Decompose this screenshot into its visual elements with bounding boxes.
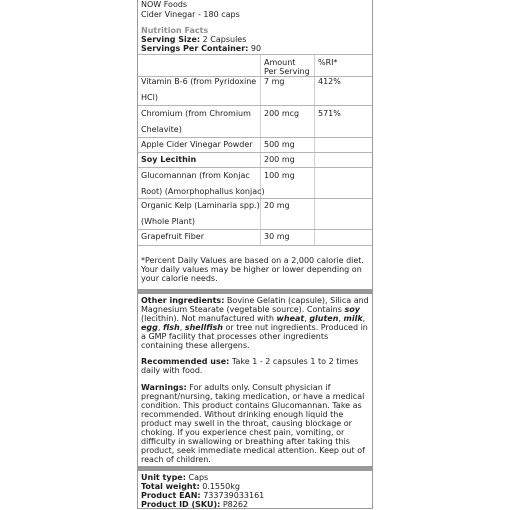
ingredients-text: or tree nut ingredients. Produced in a GMP facility that processes other ingredients containing these allergens.: [141, 323, 368, 350]
allergen-egg: egg: [141, 323, 158, 332]
allergen-gluten: gluten: [309, 314, 339, 323]
product-sku-value: P8262: [222, 500, 249, 509]
brand-name: NOW Foods: [141, 0, 188, 9]
other-ingredients-label: Other ingredients:: [141, 296, 225, 305]
unit-type-value: Caps: [188, 473, 209, 482]
thick-divider: [138, 289, 372, 294]
column-divider: [314, 55, 315, 245]
product-ean: [141, 491, 264, 500]
unit-type-label: Unit type:: [141, 473, 186, 482]
nutrient-amount: 30 mg: [264, 232, 290, 241]
nutrient-amount: 500 mg: [264, 140, 295, 149]
product-ean-value: 733739033161: [203, 491, 265, 500]
allergen-milk: milk: [343, 314, 363, 323]
servings-per-container-label: Servings Per Container:: [141, 44, 249, 53]
warnings: [141, 383, 369, 464]
nutrient-name: Organic Kelp (Laminaria spp.): [141, 201, 260, 210]
nutrient-amount: 200 mcg: [264, 109, 300, 118]
allergen-shellfish: shellfish: [184, 323, 223, 332]
product-ean-label: Product EAN:: [141, 491, 201, 500]
nutrition-label-panel: [137, 0, 373, 509]
nutrient-ri: 412%: [318, 77, 341, 86]
product-sku-label: Product ID (SKU):: [141, 500, 221, 509]
separator: ,: [304, 314, 310, 323]
recommended-use-label: Recommended use:: [141, 357, 230, 366]
nutrient-amount: 20 mg: [264, 201, 290, 210]
footnote-line: *Percent Daily Values are based on a 2,000 calorie diet.: [141, 256, 364, 265]
warnings-text: For adults only. Consult physician if pregnant/nursing, taking medication, or have a medical condition. This product contains Glucomannan. Take as recommended. Without drinking enough liquid the product may swell in the throat, causing blockage or choking. If you experience chest pain, vomiting, or difficulty in swallowing or breathing after taking this product, seek immediate medical attention. Keep out of reach of children.: [141, 383, 365, 464]
serving-size: [141, 35, 246, 44]
ri-header: %RI*: [318, 58, 338, 67]
nutrient-name-cont: HCl): [141, 93, 158, 102]
total-weight-value: 0.1550kg: [202, 482, 240, 491]
ingredients-text: (lecithin). Not manufactured with: [141, 314, 277, 323]
product-name: Cider Vinegar - 180 caps: [141, 10, 240, 19]
nutrient-name-cont: (Whole Plant): [141, 217, 195, 226]
divider: [138, 245, 372, 246]
nutrient-amount: 7 mg: [264, 77, 285, 86]
recommended-use: [141, 357, 369, 375]
servings-per-container-value: 90: [250, 44, 262, 53]
footnote-line: Your daily values may be higher or lower depending on: [141, 265, 362, 274]
separator: ,: [338, 314, 344, 323]
product-sku: [141, 500, 248, 509]
allergen-fish: fish: [162, 323, 180, 332]
nutrient-name: Vitamin B-6 (from Pyridoxine: [141, 77, 257, 86]
nutrient-ri: 571%: [318, 109, 341, 118]
amount-header: Amount: [264, 58, 296, 67]
nutrient-name: Apple Cider Vinegar Powder: [141, 140, 253, 149]
nutrient-name: Glucomannan (from Konjac: [141, 171, 250, 180]
separator: ,: [362, 314, 366, 323]
serving-size-value: 2 Capsules: [202, 35, 247, 44]
separator: ,: [179, 323, 185, 332]
footnote-line: your calorie needs.: [141, 274, 218, 283]
unit-type: [141, 473, 208, 482]
total-weight-label: Total weight:: [141, 482, 200, 491]
thick-divider: [138, 466, 372, 471]
nutrient-amount: 200 mg: [264, 155, 295, 164]
warnings-label: Warnings:: [141, 383, 187, 392]
nutrient-name: Soy Lecithin: [141, 155, 197, 164]
nutrient-name: Chromium (from Chromium: [141, 109, 251, 118]
nutrient-name-cont: Chelavite): [141, 125, 182, 134]
per-serving-header: Per Serving: [264, 67, 310, 76]
allergen-wheat: wheat: [276, 314, 305, 323]
allergen-soy: soy: [344, 305, 360, 314]
recommended-use-text: Take 1 - 2 capsules 1 to 2 times daily with food.: [141, 357, 359, 375]
column-divider: [260, 55, 261, 245]
nutrition-facts-title: Nutrition Facts: [141, 26, 209, 35]
servings-per-container: [141, 44, 261, 53]
nutrient-name-cont: Root) (Amorphophallus konjac): [141, 187, 265, 196]
divider: [138, 54, 372, 55]
separator: ,: [157, 323, 163, 332]
ingredients-text: Bovine Gelatin (capsule), Silica and Magnesium Stearate (vegetable source). Contains: [141, 296, 369, 314]
serving-size-label: Serving Size:: [141, 35, 201, 44]
total-weight: [141, 482, 240, 491]
other-ingredients: [141, 296, 369, 350]
nutrient-name: Grapefruit Fiber: [141, 232, 204, 241]
nutrient-amount: 100 mg: [264, 171, 295, 180]
